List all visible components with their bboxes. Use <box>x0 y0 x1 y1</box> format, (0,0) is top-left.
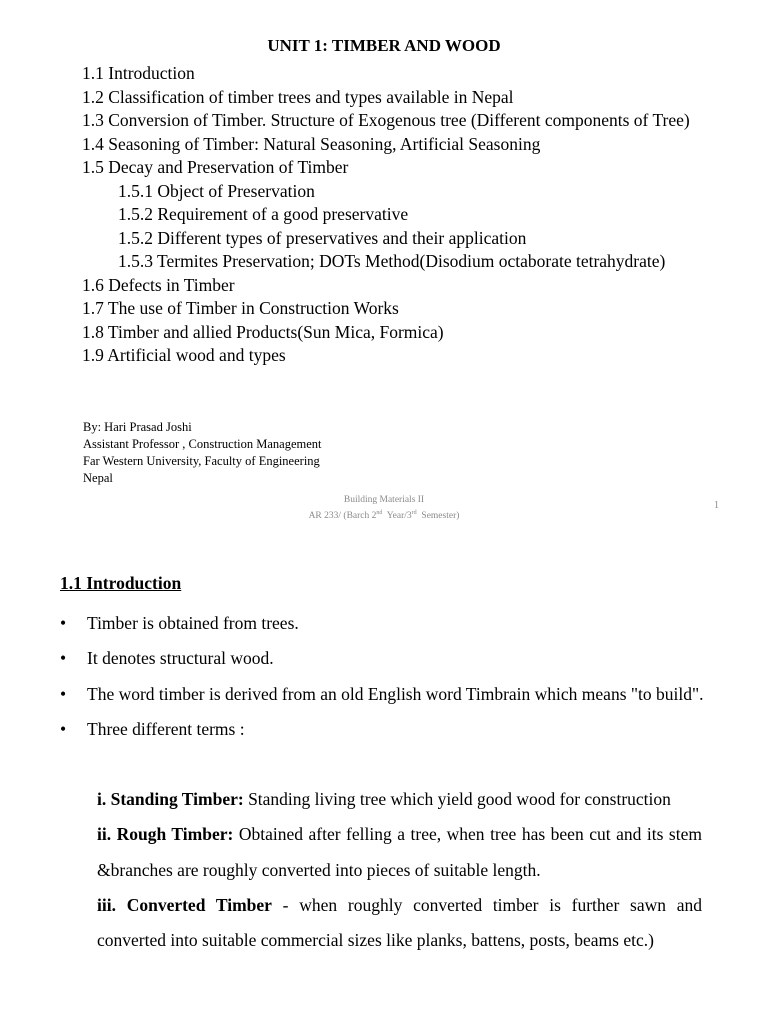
author-institution: Far Western University, Faculty of Engineering <box>83 454 320 468</box>
toc-item: 1.9 Artificial wood and types <box>82 345 286 365</box>
toc-subitem: 1.5.1 Object of Preservation <box>118 180 315 201</box>
bullet-text: The word timber is derived from an old English word Timbrain which means "to build". <box>87 683 704 704</box>
toc-item: 1.4 Seasoning of Timber: Natural Seasoning, Artificial Seasoning <box>82 133 541 154</box>
author-block <box>83 419 322 487</box>
term-text: Standing living tree which yield good wood for construction <box>243 789 671 809</box>
bullet-item <box>60 606 704 641</box>
toc-subitem: 1.5.2 Requirement of a good preservative <box>118 204 409 224</box>
toc-item: 1.5 Decay and Preservation of Timber <box>82 157 349 177</box>
bullet-icon: • <box>60 648 67 669</box>
bullet-text: Three different terms : <box>87 718 245 739</box>
footer-code-prefix: AR 233/ (Barch 2 <box>308 511 377 522</box>
toc-subitem: 1.5.3 Termites Preservation; DOTs Method(Disodium octaborate tetrahydrate) <box>118 251 666 271</box>
term-label: ii. Rough Timber: <box>97 824 234 845</box>
bullet-item <box>60 677 704 712</box>
term-text: - when roughly converted timber is further sawn and converted into suitable commercial sizes like planks, battens, posts, beams etc.) <box>97 894 702 951</box>
author-country: Nepal <box>83 471 113 485</box>
term-label: i. Standing Timber: <box>97 789 244 809</box>
bullet-icon: • <box>60 613 67 633</box>
toc-item: 1.3 Conversion of Timber. Structure of Exogenous tree (Different components of Tree) <box>82 110 690 130</box>
bullet-icon: • <box>60 718 67 739</box>
term-label: iii. Converted Timber <box>97 894 272 915</box>
footer-sup-nd: nd <box>376 510 383 516</box>
toc-item: 1.6 Defects in Timber <box>82 274 235 295</box>
bullet-text: Timber is obtained from trees. <box>87 613 299 633</box>
toc-item: 1.1 Introduction <box>82 63 195 83</box>
page-number: 1 <box>714 500 719 511</box>
terms-list <box>97 782 702 958</box>
toc-item: 1.8 Timber and allied Products(Sun Mica, Formica) <box>82 321 444 342</box>
bullet-item <box>60 712 704 747</box>
section-heading: 1.1 Introduction <box>60 573 182 593</box>
footer-course: Building Materials II <box>343 495 425 505</box>
bullet-item <box>60 641 704 676</box>
term-standing-timber <box>97 782 702 817</box>
footer-code-middle: Year/3 <box>382 511 412 522</box>
toc-item: 1.2 Classification of timber trees and types available in Nepal <box>82 86 514 107</box>
author-name: By: Hari Prasad Joshi <box>83 420 192 434</box>
term-text: Obtained after felling a tree, when tree has been cut and its stem &branches are roughly converted into pieces of suitable length. <box>97 824 702 880</box>
footer-code-suffix: Semester) <box>416 511 460 522</box>
unit-title: UNIT 1: TIMBER AND WOOD <box>267 36 501 55</box>
author-position: Assistant Professor , Construction Management <box>83 437 322 451</box>
toc-subitem: 1.5.2 Different types of preservatives and their application <box>118 227 527 248</box>
toc-item: 1.7 The use of Timber in Construction Works <box>82 298 399 318</box>
slide-footer <box>0 494 768 523</box>
term-converted-timber <box>97 888 702 959</box>
bullet-list <box>60 606 704 747</box>
bullet-icon: • <box>60 683 67 704</box>
footer-sup-rd: rd <box>411 510 417 516</box>
footer-code <box>0 507 768 523</box>
term-rough-timber <box>97 817 702 888</box>
table-of-contents <box>82 62 712 368</box>
bullet-text: It denotes structural wood. <box>87 648 274 669</box>
